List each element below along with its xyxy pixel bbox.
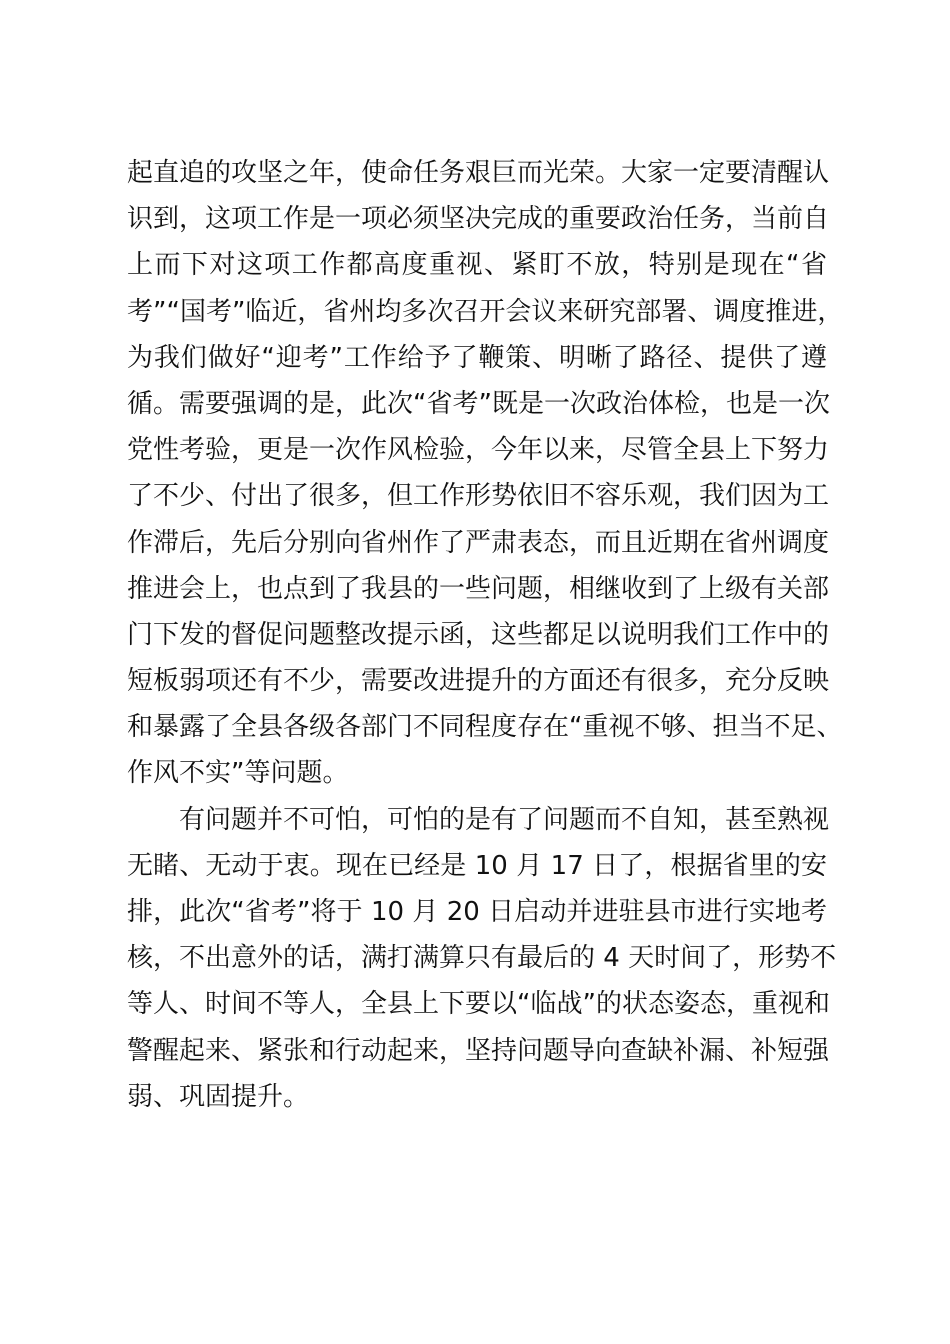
text-line: 短板弱项还有不少，需要改进提升的方面还有很多，充分反映 bbox=[127, 666, 830, 697]
text-line: 为我们做好“迎考”工作给予了鞭策、明晰了路径、提供了遵 bbox=[127, 342, 827, 373]
text-line: 和暴露了全县各级各部门不同程度存在“重视不够、担当不足、 bbox=[127, 712, 843, 743]
text-line: 党性考验，更是一次作风检验，今年以来，尽管全县上下努力 bbox=[127, 435, 830, 466]
text-line: 门下发的督促问题整改提示函，这些都足以说明我们工作中的 bbox=[127, 619, 830, 650]
text-line: 识到，这项工作是一项必须坚决完成的重要政治任务，当前自 bbox=[127, 204, 830, 235]
text-line: 作风不实”等问题。 bbox=[127, 758, 349, 789]
text-line: 循。需要强调的是，此次“省考”既是一次政治体检，也是一次 bbox=[127, 388, 830, 419]
text-line: 作滞后，先后分别向省州作了严肃表态，而且近期在省州调度 bbox=[127, 527, 830, 558]
text-line: 上而下对这项工作都高度重视、紧盯不放，特别是现在“省 bbox=[127, 250, 827, 281]
text-line: 有问题并不可怕，可怕的是有了问题而不自知，甚至熟视 bbox=[179, 804, 830, 835]
text-line: 考”“国考”临近，省州均多次召开会议来研究部署、调度推进， bbox=[127, 296, 844, 327]
paragraph-2 bbox=[127, 797, 837, 1120]
document-body bbox=[127, 150, 844, 1120]
text-line: 弱、巩固提升。 bbox=[127, 1081, 310, 1112]
text-line: 排，此次“省考”将于 10 月 20 日启动并进驻县市进行实地考 bbox=[127, 897, 827, 927]
text-line: 警醒起来、紧张和行动起来，坚持问题导向查缺补漏、补短强 bbox=[127, 1035, 830, 1066]
text-line: 起直追的攻坚之年，使命任务艰巨而光荣。大家一定要清醒认 bbox=[127, 158, 830, 188]
paragraph-1 bbox=[127, 150, 844, 797]
text-line: 无睹、无动于衷。现在已经是 10 月 17 日了，根据省里的安 bbox=[127, 850, 827, 881]
text-line: 核，不出意外的话，满打满算只有最后的 4 天时间了，形势不 bbox=[127, 943, 837, 974]
text-line: 等人、时间不等人，全县上下要以“临战”的状态姿态，重视和 bbox=[127, 989, 830, 1020]
text-line: 了不少、付出了很多，但工作形势依旧不容乐观，我们因为工 bbox=[127, 481, 830, 512]
text-line: 推进会上，也点到了我县的一些问题，相继收到了上级有关部 bbox=[127, 573, 830, 604]
